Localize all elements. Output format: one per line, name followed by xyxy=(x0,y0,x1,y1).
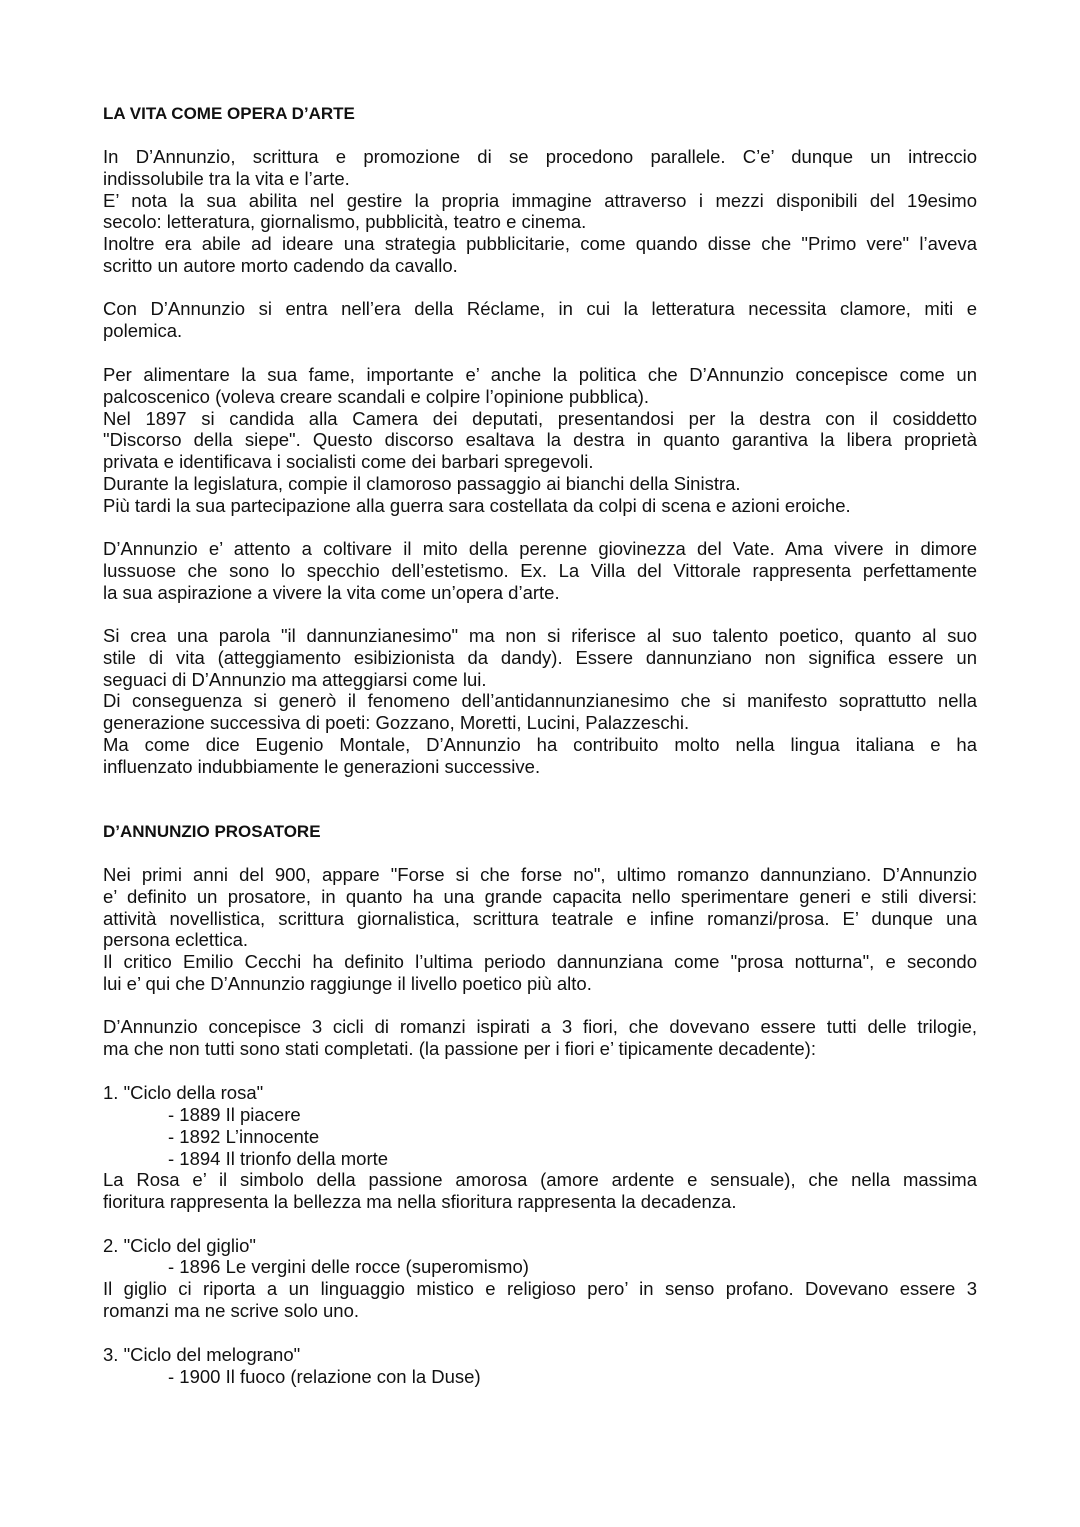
text-line: Nel 1897 si candida alla Camera dei deputati, presentandosi per la destra con il cosiddetto xyxy=(103,407,977,429)
paragraph-reclame xyxy=(103,298,977,342)
text-line: "Discorso della siepe". Questo discorso esaltava la destra in quanto garantiva la libera proprietà xyxy=(103,429,977,451)
list-item: - 1889 Il piacere xyxy=(168,1104,301,1125)
text-line: Inoltre era abile ad ideare una strategia pubblicitarie, come quando disse che "Primo vere" l’aveva xyxy=(103,233,977,255)
cycle-giglio-description xyxy=(103,1278,977,1322)
text-line: In D’Annunzio, scrittura e promozione di se procedono parallele. C’e’ dunque un intreccio xyxy=(103,146,977,167)
text-line: D’Annunzio concepisce 3 cicli di romanzi ispirati a 3 fiori, che dovevano essere tutti delle trilogie, xyxy=(103,1016,977,1037)
text-line: fioritura rappresenta la bellezza ma nella sfioritura rappresenta la decadenza. xyxy=(103,1190,737,1212)
text-line: Nei primi anni del 900, appare "Forse si che forse no", ultimo romanzo dannunziano. D’Annunzio xyxy=(103,864,977,885)
text-line: D’Annunzio e’ attento a coltivare il mito della perenne giovinezza del Vate. Ama vivere in dimore xyxy=(103,538,977,559)
text-line: Si crea una parola "il dannunzianesimo" ma non si riferisce al suo talento poetico, quanto al suo xyxy=(103,625,977,646)
text-line: secolo: letteratura, giornalismo, pubblicità, teatro e cinema. xyxy=(103,211,587,233)
list-item: - 1900 Il fuoco (relazione con la Duse) xyxy=(168,1366,481,1387)
text-line: E’ nota la sua abilita nel gestire la propria immagine attraverso i mezzi disponibili del 19esimo xyxy=(103,189,977,211)
text-line: Per alimentare la sua fame, importante e’ anche la politica che D’Annunzio concepisce come un xyxy=(103,364,977,385)
text-line: La Rosa e’ il simbolo della passione amorosa (amore ardente e sensuale), che nella massima xyxy=(103,1169,977,1190)
section-title-prosatore: D’ANNUNZIO PROSATORE xyxy=(103,822,321,841)
list-item: - 1892 L’innocente xyxy=(168,1126,320,1147)
paragraph-cicli xyxy=(103,1016,977,1060)
text-line: Di conseguenza si generò il fenomeno dell’antidannunzianesimo che si manifesto soprattutto nella xyxy=(103,690,977,712)
text-line: scritto un autore morto cadendo da cavallo. xyxy=(103,254,458,276)
list-item: - 1896 Le vergini delle rocce (superomismo) xyxy=(168,1256,529,1277)
text-line: la sua aspirazione a vivere la vita come un’opera d’arte. xyxy=(103,581,560,603)
cycle-giglio-title: 2. "Ciclo del giglio" xyxy=(103,1235,256,1256)
text-line: polemica. xyxy=(103,319,183,341)
text-line: influenzato indubbiamente le generazioni successive. xyxy=(103,755,541,777)
text-line: ma che non tutti sono stati completati. (la passione per i fiori e’ tipicamente decadente): xyxy=(103,1037,816,1059)
text-line: palcoscenico (voleva creare scandali e colpire l’opinione pubblica). xyxy=(103,385,650,407)
text-line: generazione successiva di poeti: Gozzano, Moretti, Lucini, Palazzeschi. xyxy=(103,712,690,734)
text-line: Il critico Emilio Cecchi ha definito l’ultima periodo dannunziana come "prosa notturna", e secondo xyxy=(103,951,977,973)
paragraph-mito-vate xyxy=(103,538,977,603)
text-line: Ma come dice Eugenio Montale, D’Annunzio ha contribuito molto nella lingua italiana e ha xyxy=(103,733,977,755)
text-line: indissolubile tra la vita e l’arte. xyxy=(103,167,350,189)
cycle-rosa-title: 1. "Ciclo della rosa" xyxy=(103,1082,264,1103)
text-line: Più tardi la sua partecipazione alla guerra sara costellata da colpi di scena e azioni eroiche. xyxy=(103,494,851,516)
paragraph-politica xyxy=(103,364,977,517)
paragraph-intreccio xyxy=(103,146,977,277)
text-line: lussuose che sono lo specchio dell’estetismo. Ex. La Villa del Vittorale rappresenta perfettamente xyxy=(103,559,977,581)
text-line: attività novellistica, scrittura giornalistica, scrittura teatrale e infine romanzi/prosa. E’ dunque una xyxy=(103,907,977,929)
text-line: lui e’ qui che D’Annunzio raggiunge il livello poetico più alto. xyxy=(103,972,592,994)
section-title-vita-opera-arte: LA VITA COME OPERA D’ARTE xyxy=(103,104,355,123)
text-line: stile di vita (atteggiamento esibizionista da dandy). Essere dannunziano non significa essere un xyxy=(103,646,977,668)
paragraph-dannunzianesimo xyxy=(103,625,977,778)
text-line: privata e identificava i socialisti come dei barbari spregevoli. xyxy=(103,451,594,473)
text-line: Durante la legislatura, compie il clamoroso passaggio ai bianchi della Sinistra. xyxy=(103,472,741,494)
text-line: seguaci di D’Annunzio ma atteggiarsi come lui. xyxy=(103,668,487,690)
paragraph-prosatore xyxy=(103,864,977,995)
cycle-rosa-description xyxy=(103,1169,977,1213)
text-line: romanzi ma ne scrive solo uno. xyxy=(103,1299,360,1321)
text-line: e’ definito un prosatore, in quanto ha una grande capacita nello sperimentare generi e stili diversi: xyxy=(103,885,977,907)
cycle-melograno-title: 3. "Ciclo del melograno" xyxy=(103,1344,301,1365)
text-line: Il giglio ci riporta a un linguaggio mistico e religioso pero’ in senso profano. Dovevano essere 3 xyxy=(103,1278,977,1299)
text-line: persona eclettica. xyxy=(103,929,249,951)
text-line: Con D’Annunzio si entra nell’era della Réclame, in cui la letteratura necessita clamore, miti e xyxy=(103,298,977,319)
list-item: - 1894 Il trionfo della morte xyxy=(168,1148,389,1169)
